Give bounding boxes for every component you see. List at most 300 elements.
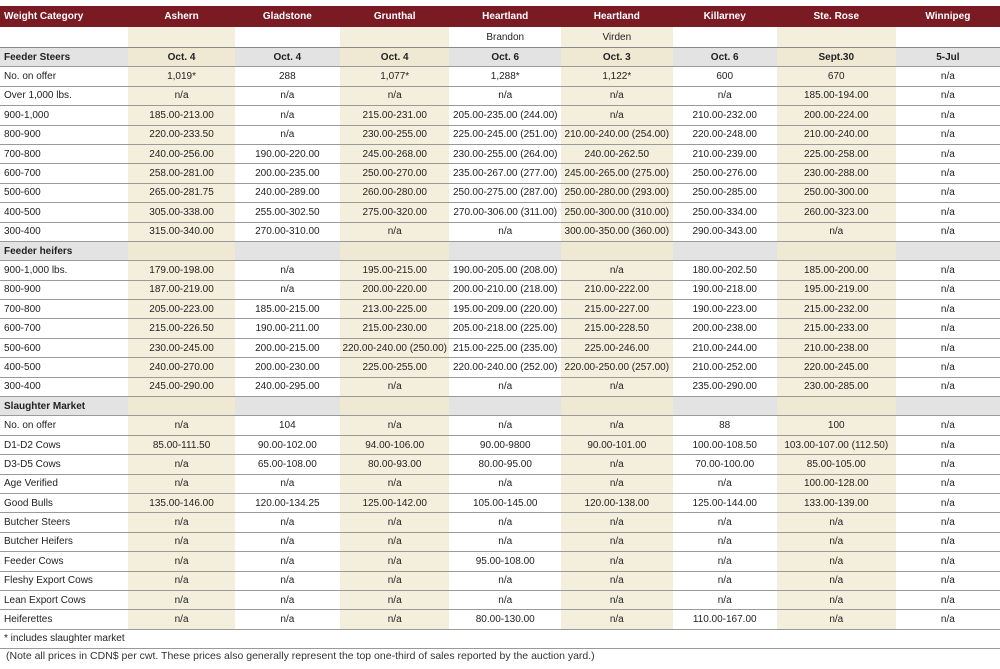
- table-cell: 105.00-145.00: [449, 493, 561, 512]
- row-label: D3-D5 Cows: [0, 455, 128, 474]
- table-cell: 215.00-231.00: [340, 106, 449, 125]
- row-label: 500-600: [0, 183, 128, 202]
- table-cell: 210.00-239.00: [673, 144, 777, 163]
- column-header: Heartland: [449, 6, 561, 27]
- table-cell: 205.00-218.00 (225.00): [449, 319, 561, 338]
- sublocation-cell: [340, 27, 449, 48]
- table-cell: n/a: [673, 532, 777, 551]
- row-label: 600-700: [0, 319, 128, 338]
- table-cell: n/a: [561, 86, 673, 105]
- table-cell: 250.00-270.00: [340, 164, 449, 183]
- table-cell: n/a: [128, 552, 234, 571]
- table-cell: 110.00-167.00: [673, 610, 777, 629]
- table-cell: 265.00-281.75: [128, 183, 234, 202]
- table-cell: 315.00-340.00: [128, 222, 234, 241]
- table-cell: n/a: [128, 416, 234, 435]
- table-cell: 220.00-250.00 (257.00): [561, 358, 673, 377]
- table-cell: 245.00-265.00 (275.00): [561, 164, 673, 183]
- row-label: 600-700: [0, 164, 128, 183]
- table-row: [0, 493, 1000, 512]
- table-cell: 220.00-233.50: [128, 125, 234, 144]
- table-cell: 85.00-111.50: [128, 435, 234, 454]
- table-cell: 195.00-219.00: [777, 280, 896, 299]
- table-row: [0, 571, 1000, 590]
- table-cell: 200.00-224.00: [777, 106, 896, 125]
- table-cell: [235, 397, 340, 416]
- table-cell: 288: [235, 67, 340, 86]
- table-cell: Oct. 6: [673, 48, 777, 67]
- section-header: [0, 48, 1000, 67]
- table-row: [0, 67, 1000, 86]
- table-cell: 190.00-211.00: [235, 319, 340, 338]
- table-cell: 230.00-285.00: [777, 377, 896, 396]
- table-cell: 200.00-230.00: [235, 358, 340, 377]
- table-cell: n/a: [340, 474, 449, 493]
- table-cell: n/a: [896, 144, 1000, 163]
- table-cell: 220.00-240.00 (250.00): [340, 338, 449, 357]
- table-cell: n/a: [340, 590, 449, 609]
- table-cell: 215.00-230.00: [340, 319, 449, 338]
- table-cell: n/a: [235, 106, 340, 125]
- table-cell: n/a: [896, 86, 1000, 105]
- table-cell: n/a: [777, 532, 896, 551]
- table-row: [0, 358, 1000, 377]
- table-cell: 120.00-134.25: [235, 493, 340, 512]
- table-cell: 240.00-289.00: [235, 183, 340, 202]
- table-cell: n/a: [340, 513, 449, 532]
- table-cell: n/a: [561, 455, 673, 474]
- table-cell: 250.00-276.00: [673, 164, 777, 183]
- table-cell: 245.00-290.00: [128, 377, 234, 396]
- sublocation-cell: Virden: [561, 27, 673, 48]
- table-cell: [340, 241, 449, 260]
- row-label: Feeder heifers: [0, 241, 128, 260]
- column-header-row: [0, 6, 1000, 27]
- table-cell: n/a: [896, 610, 1000, 629]
- table-cell: n/a: [896, 222, 1000, 241]
- table-cell: 210.00-232.00: [673, 106, 777, 125]
- table-cell: n/a: [235, 280, 340, 299]
- table-cell: n/a: [896, 300, 1000, 319]
- sublocation-cell: Brandon: [449, 27, 561, 48]
- table-row: [0, 590, 1000, 609]
- table-cell: 213.00-225.00: [340, 300, 449, 319]
- table-cell: 210.00-244.00: [673, 338, 777, 357]
- table-row: [0, 552, 1000, 571]
- footnote: * includes slaughter market: [0, 629, 1000, 648]
- table-row: [0, 261, 1000, 280]
- table-cell: n/a: [896, 435, 1000, 454]
- table-cell: 210.00-240.00 (254.00): [561, 125, 673, 144]
- sublocation-cell: [896, 27, 1000, 48]
- column-header: Heartland: [561, 6, 673, 27]
- table-cell: 133.00-139.00: [777, 493, 896, 512]
- table-row: [0, 280, 1000, 299]
- table-cell: 215.00-226.50: [128, 319, 234, 338]
- table-cell: n/a: [561, 552, 673, 571]
- table-cell: 1,077*: [340, 67, 449, 86]
- table-cell: n/a: [561, 610, 673, 629]
- table-cell: 260.00-323.00: [777, 203, 896, 222]
- table-cell: n/a: [449, 222, 561, 241]
- table-cell: [449, 397, 561, 416]
- table-cell: 225.00-245.00 (251.00): [449, 125, 561, 144]
- table-cell: 80.00-130.00: [449, 610, 561, 629]
- table-cell: n/a: [561, 377, 673, 396]
- row-label: Fleshy Export Cows: [0, 571, 128, 590]
- table-cell: [673, 397, 777, 416]
- table-cell: n/a: [896, 261, 1000, 280]
- table-cell: 90.00-9800: [449, 435, 561, 454]
- table-cell: 190.00-218.00: [673, 280, 777, 299]
- table-cell: n/a: [340, 532, 449, 551]
- table-cell: 230.00-255.00: [340, 125, 449, 144]
- table-cell: [896, 241, 1000, 260]
- table-cell: 250.00-334.00: [673, 203, 777, 222]
- table-cell: 190.00-223.00: [673, 300, 777, 319]
- table-cell: n/a: [561, 474, 673, 493]
- table-cell: 100.00-128.00: [777, 474, 896, 493]
- table-cell: n/a: [896, 455, 1000, 474]
- table-cell: 270.00-306.00 (311.00): [449, 203, 561, 222]
- table-cell: [777, 241, 896, 260]
- table-row: [0, 125, 1000, 144]
- table-cell: 195.00-209.00 (220.00): [449, 300, 561, 319]
- table-cell: n/a: [128, 513, 234, 532]
- table-cell: n/a: [673, 552, 777, 571]
- table-cell: 250.00-300.00 (310.00): [561, 203, 673, 222]
- table-cell: 275.00-320.00: [340, 203, 449, 222]
- table-row: [0, 455, 1000, 474]
- table-cell: 80.00-95.00: [449, 455, 561, 474]
- sublocation-cell: [673, 27, 777, 48]
- table-cell: 235.00-267.00 (277.00): [449, 164, 561, 183]
- row-label: Feeder Cows: [0, 552, 128, 571]
- table-cell: n/a: [449, 532, 561, 551]
- table-cell: n/a: [235, 513, 340, 532]
- table-cell: 70.00-100.00: [673, 455, 777, 474]
- table-cell: n/a: [673, 86, 777, 105]
- table-cell: [128, 397, 234, 416]
- table-cell: 94.00-106.00: [340, 435, 449, 454]
- table-cell: 1,019*: [128, 67, 234, 86]
- table-cell: n/a: [128, 474, 234, 493]
- table-cell: 240.00-256.00: [128, 144, 234, 163]
- table-cell: n/a: [235, 474, 340, 493]
- table-cell: 85.00-105.00: [777, 455, 896, 474]
- table-cell: 135.00-146.00: [128, 493, 234, 512]
- table-cell: 190.00-220.00: [235, 144, 340, 163]
- row-label: 400-500: [0, 203, 128, 222]
- table-cell: 65.00-108.00: [235, 455, 340, 474]
- row-label: Lean Export Cows: [0, 590, 128, 609]
- table-cell: 215.00-227.00: [561, 300, 673, 319]
- row-label: 400-500: [0, 358, 128, 377]
- table-cell: n/a: [449, 416, 561, 435]
- table-cell: n/a: [449, 377, 561, 396]
- table-cell: n/a: [235, 261, 340, 280]
- table-cell: n/a: [896, 552, 1000, 571]
- table-row: [0, 300, 1000, 319]
- row-label: No. on offer: [0, 67, 128, 86]
- table-row: [0, 144, 1000, 163]
- table-cell: 185.00-215.00: [235, 300, 340, 319]
- table-row: [0, 532, 1000, 551]
- table-cell: n/a: [128, 532, 234, 551]
- table-cell: 258.00-281.00: [128, 164, 234, 183]
- table-cell: Oct. 4: [235, 48, 340, 67]
- row-label: 900-1,000 lbs.: [0, 261, 128, 280]
- table-cell: 120.00-138.00: [561, 493, 673, 512]
- table-cell: n/a: [561, 571, 673, 590]
- table-cell: n/a: [235, 590, 340, 609]
- table-cell: n/a: [235, 552, 340, 571]
- table-cell: Oct. 6: [449, 48, 561, 67]
- row-label: Heiferettes: [0, 610, 128, 629]
- table-cell: 125.00-144.00: [673, 493, 777, 512]
- table-cell: 200.00-215.00: [235, 338, 340, 357]
- table-cell: 1,122*: [561, 67, 673, 86]
- row-label: Butcher Steers: [0, 513, 128, 532]
- column-header: Winnipeg: [896, 6, 1000, 27]
- table-cell: 205.00-235.00 (244.00): [449, 106, 561, 125]
- table-cell: 200.00-220.00: [340, 280, 449, 299]
- table-row: [0, 86, 1000, 105]
- column-header: Killarney: [673, 6, 777, 27]
- table-cell: 300.00-350.00 (360.00): [561, 222, 673, 241]
- table-cell: [673, 241, 777, 260]
- table-cell: 600: [673, 67, 777, 86]
- table-cell: 230.00-288.00: [777, 164, 896, 183]
- table-cell: n/a: [235, 125, 340, 144]
- table-cell: 225.00-255.00: [340, 358, 449, 377]
- price-note: (Note all prices in CDN$ per cwt. These prices also generally represent the top one-third of sales reported by the auction yard.): [6, 650, 595, 662]
- table-cell: 179.00-198.00: [128, 261, 234, 280]
- table-cell: 100.00-108.50: [673, 435, 777, 454]
- footnote-row: [0, 629, 1000, 648]
- table-cell: n/a: [561, 416, 673, 435]
- table-cell: [340, 397, 449, 416]
- table-cell: n/a: [673, 474, 777, 493]
- table-cell: n/a: [896, 125, 1000, 144]
- table-cell: n/a: [896, 474, 1000, 493]
- table-cell: 250.00-285.00: [673, 183, 777, 202]
- table-cell: [561, 397, 673, 416]
- sublocation-row: [0, 27, 1000, 48]
- table-cell: Oct. 3: [561, 48, 673, 67]
- table-cell: n/a: [449, 474, 561, 493]
- table-cell: n/a: [235, 610, 340, 629]
- column-header: Ste. Rose: [777, 6, 896, 27]
- table-cell: 90.00-101.00: [561, 435, 673, 454]
- table-cell: n/a: [896, 183, 1000, 202]
- table-cell: n/a: [896, 67, 1000, 86]
- table-cell: 220.00-245.00: [777, 358, 896, 377]
- table-cell: n/a: [340, 377, 449, 396]
- table-row: [0, 319, 1000, 338]
- table-row: [0, 474, 1000, 493]
- row-label: Over 1,000 lbs.: [0, 86, 128, 105]
- table-cell: 250.00-275.00 (287.00): [449, 183, 561, 202]
- table-cell: n/a: [896, 493, 1000, 512]
- table-cell: n/a: [896, 358, 1000, 377]
- table-cell: n/a: [777, 590, 896, 609]
- sublocation-cell: [777, 27, 896, 48]
- table-cell: 270.00-310.00: [235, 222, 340, 241]
- table-cell: 215.00-225.00 (235.00): [449, 338, 561, 357]
- table-cell: 205.00-223.00: [128, 300, 234, 319]
- table-cell: n/a: [235, 86, 340, 105]
- table-cell: n/a: [673, 513, 777, 532]
- table-cell: 104: [235, 416, 340, 435]
- table-cell: Oct. 4: [128, 48, 234, 67]
- table-cell: n/a: [128, 590, 234, 609]
- table-cell: 95.00-108.00: [449, 552, 561, 571]
- table-cell: 100: [777, 416, 896, 435]
- row-label: 300-400: [0, 222, 128, 241]
- table-cell: n/a: [340, 610, 449, 629]
- table-row: [0, 222, 1000, 241]
- row-label: Slaughter Market: [0, 397, 128, 416]
- table-cell: 103.00-107.00 (112.50): [777, 435, 896, 454]
- table-cell: 220.00-240.00 (252.00): [449, 358, 561, 377]
- table-row: [0, 610, 1000, 629]
- table-cell: n/a: [896, 513, 1000, 532]
- table-cell: n/a: [449, 513, 561, 532]
- table-cell: n/a: [896, 377, 1000, 396]
- table-cell: n/a: [561, 513, 673, 532]
- table-cell: n/a: [235, 532, 340, 551]
- table-cell: n/a: [128, 86, 234, 105]
- table-cell: n/a: [777, 513, 896, 532]
- table-cell: 670: [777, 67, 896, 86]
- section-header: [0, 397, 1000, 416]
- table-cell: 200.00-210.00 (218.00): [449, 280, 561, 299]
- row-label: 900-1,000: [0, 106, 128, 125]
- row-label: Butcher Heifers: [0, 532, 128, 551]
- table-cell: 210.00-222.00: [561, 280, 673, 299]
- table-cell: n/a: [128, 455, 234, 474]
- row-label: Good Bulls: [0, 493, 128, 512]
- table-row: [0, 338, 1000, 357]
- row-label: 800-900: [0, 280, 128, 299]
- table-cell: 250.00-280.00 (293.00): [561, 183, 673, 202]
- table-cell: 80.00-93.00: [340, 455, 449, 474]
- table-cell: n/a: [449, 590, 561, 609]
- table-cell: 230.00-245.00: [128, 338, 234, 357]
- row-label: Feeder Steers: [0, 48, 128, 67]
- table-cell: 195.00-215.00: [340, 261, 449, 280]
- table-cell: 240.00-262.50: [561, 144, 673, 163]
- section-header: [0, 241, 1000, 260]
- table-cell: n/a: [896, 319, 1000, 338]
- table-cell: [896, 397, 1000, 416]
- row-label: D1-D2 Cows: [0, 435, 128, 454]
- table-cell: n/a: [896, 338, 1000, 357]
- table-cell: n/a: [896, 532, 1000, 551]
- table-cell: n/a: [777, 552, 896, 571]
- table-cell: n/a: [235, 571, 340, 590]
- table-cell: n/a: [340, 222, 449, 241]
- column-header: Gladstone: [235, 6, 340, 27]
- row-label: 300-400: [0, 377, 128, 396]
- table-cell: n/a: [561, 590, 673, 609]
- table-cell: n/a: [561, 261, 673, 280]
- row-label: Age Verified: [0, 474, 128, 493]
- table-cell: n/a: [340, 86, 449, 105]
- table-cell: n/a: [896, 416, 1000, 435]
- table-cell: 200.00-238.00: [673, 319, 777, 338]
- sublocation-cell: [235, 27, 340, 48]
- table-cell: 215.00-233.00: [777, 319, 896, 338]
- sublocation-cell: [0, 27, 128, 48]
- table-row: [0, 416, 1000, 435]
- table-cell: [777, 397, 896, 416]
- table-cell: 200.00-235.00: [235, 164, 340, 183]
- table-cell: 5-Jul: [896, 48, 1000, 67]
- table-cell: 255.00-302.50: [235, 203, 340, 222]
- table-cell: n/a: [896, 106, 1000, 125]
- table-cell: n/a: [673, 571, 777, 590]
- table-cell: n/a: [340, 571, 449, 590]
- table-cell: n/a: [340, 416, 449, 435]
- table-row: [0, 164, 1000, 183]
- table-cell: 215.00-228.50: [561, 319, 673, 338]
- table-cell: 180.00-202.50: [673, 261, 777, 280]
- table-cell: 215.00-232.00: [777, 300, 896, 319]
- table-cell: 125.00-142.00: [340, 493, 449, 512]
- column-header: Ashern: [128, 6, 234, 27]
- table-cell: n/a: [896, 203, 1000, 222]
- table-cell: 88: [673, 416, 777, 435]
- table-cell: 290.00-343.00: [673, 222, 777, 241]
- table-cell: 185.00-213.00: [128, 106, 234, 125]
- table-cell: [235, 241, 340, 260]
- table-cell: 1,288*: [449, 67, 561, 86]
- price-table: [0, 6, 1000, 649]
- table-cell: n/a: [340, 552, 449, 571]
- table-cell: n/a: [777, 222, 896, 241]
- table-row: [0, 377, 1000, 396]
- table-cell: 190.00-205.00 (208.00): [449, 261, 561, 280]
- row-label: 500-600: [0, 338, 128, 357]
- table-row: [0, 203, 1000, 222]
- table-cell: n/a: [128, 571, 234, 590]
- table-cell: 240.00-270.00: [128, 358, 234, 377]
- table-cell: 210.00-252.00: [673, 358, 777, 377]
- table-cell: n/a: [777, 610, 896, 629]
- table-cell: n/a: [449, 571, 561, 590]
- table-cell: 220.00-248.00: [673, 125, 777, 144]
- table-cell: Oct. 4: [340, 48, 449, 67]
- table-cell: 210.00-240.00: [777, 125, 896, 144]
- table-cell: n/a: [449, 86, 561, 105]
- table-cell: n/a: [561, 106, 673, 125]
- table-cell: n/a: [896, 164, 1000, 183]
- table-cell: [128, 241, 234, 260]
- sublocation-cell: [128, 27, 234, 48]
- table-cell: 187.00-219.00: [128, 280, 234, 299]
- table-cell: 250.00-300.00: [777, 183, 896, 202]
- table-cell: 260.00-280.00: [340, 183, 449, 202]
- table-cell: 210.00-238.00: [777, 338, 896, 357]
- table-row: [0, 513, 1000, 532]
- table-cell: n/a: [561, 532, 673, 551]
- table-cell: 230.00-255.00 (264.00): [449, 144, 561, 163]
- table-cell: 225.00-246.00: [561, 338, 673, 357]
- table-cell: n/a: [673, 590, 777, 609]
- table-cell: Sept.30: [777, 48, 896, 67]
